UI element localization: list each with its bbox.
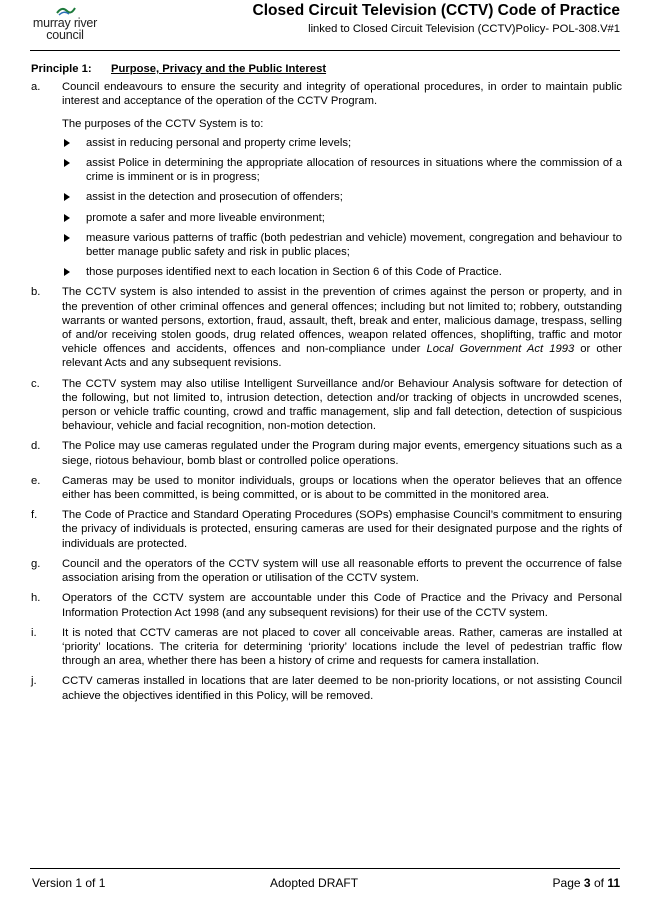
clause-letter: b. bbox=[31, 286, 41, 299]
clause-c bbox=[31, 377, 622, 434]
arrow-bullet-icon bbox=[64, 268, 70, 276]
logo-line-1: murray river bbox=[32, 16, 98, 30]
arrow-bullet-icon bbox=[64, 159, 70, 167]
document-body bbox=[31, 62, 622, 709]
clause-text: The Code of Practice and Standard Operating Procedures (SOPs) emphasise Council’s commitment to ensuring the privacy of individuals is protected, ensuring cameras are used for their designated purpose and the rights of individuals are protected. bbox=[62, 509, 622, 550]
logo-line-2: council bbox=[46, 28, 84, 42]
clause-e bbox=[31, 474, 622, 502]
clause-d bbox=[31, 439, 622, 467]
document-subtitle: linked to Closed Circuit Television (CCTV)Policy- POL-308.V#1 bbox=[308, 23, 620, 35]
clause-letter: f. bbox=[31, 509, 38, 522]
clause-letter: g. bbox=[31, 557, 41, 570]
footer-divider bbox=[30, 868, 620, 869]
logo-text bbox=[30, 17, 100, 41]
clause-text: The CCTV system may also utilise Intelligent Surveillance and/or Behaviour Analysis software for detection of the following, but not limited to, intrusion detection, detection and/or tracking of objects in uncrowded scenes, person or vehicle traffic counting, crowd and traffic management, slip and fall detection, detection of suspicious behaviour, vehicle and facial recognition, non-motion detection. bbox=[62, 377, 622, 433]
list-item: those purposes identified next to each location in Section 6 of this Code of Practice. bbox=[62, 265, 622, 279]
principle-title: Purpose, Privacy and the Public Interest bbox=[111, 63, 327, 75]
purposes-intro: The purposes of the CCTV System is to: bbox=[62, 117, 264, 130]
clause-b bbox=[31, 285, 622, 370]
clause-text: The Police may use cameras regulated under the Program during major events, emergency situations such as a siege, riotous behaviour, bomb blast or controlled police operations. bbox=[62, 440, 622, 467]
status-label: Adopted DRAFT bbox=[270, 876, 359, 890]
document-title: Closed Circuit Television (CCTV) Code of Practice bbox=[252, 2, 620, 19]
principle-number: Principle 1: bbox=[31, 63, 92, 75]
list-item: promote a safer and more liveable environment; bbox=[62, 211, 622, 225]
clause-text: It is noted that CCTV cameras are not placed to cover all conceivable areas. Rather, cameras are installed at ‘priority’ locations. The criteria for determining ‘priority’ locations include the level of pedestrian traffic flow through an area, whether there has been a history of crime and requests for camera installation. bbox=[62, 626, 622, 668]
list-item: measure various patterns of traffic (both pedestrian and vehicle) movement, congregation and behaviour to better manage public safety and risk in public places; bbox=[62, 231, 622, 259]
clause-letter: j. bbox=[31, 675, 37, 688]
arrow-bullet-icon bbox=[64, 214, 70, 222]
clause-text: CCTV cameras installed in locations that are later deemed to be non-priority locations, or not assisting Council achieve the objectives identified in this Policy, will be removed. bbox=[62, 675, 622, 702]
list-item: assist in reducing personal and property crime levels; bbox=[62, 136, 622, 150]
principle-heading bbox=[31, 62, 622, 76]
header-divider bbox=[30, 50, 620, 51]
page-header bbox=[30, 2, 620, 46]
clause-letter: d. bbox=[31, 440, 41, 453]
arrow-bullet-icon bbox=[64, 139, 70, 147]
page-number: Page 3 of 11 bbox=[552, 876, 620, 890]
clause-text: The CCTV system is also intended to assist in the prevention of crimes against the person or property, and in the prevention of other criminal offences and general offences; including but not limited to; robbery, outstanding warrants or wanted persons, extortion, fraud, assault, theft, break and enter, malicious damage, trespass, selling of and/or receiving stolen goods, drug related offences, weapon related offences, shoplifting, traffic and motor vehicle offences and accidents, offences and non-compliance under Local Government Act 1993 or other relevant Acts and any subsequent revisions. bbox=[62, 286, 622, 370]
clause-letter: h. bbox=[31, 592, 41, 605]
list-item: assist Police in determining the appropriate allocation of resources in situations where the commission of a crime is imminent or is in progress; bbox=[62, 156, 622, 184]
clause-j bbox=[31, 674, 622, 702]
council-logo bbox=[30, 5, 100, 45]
purposes-list bbox=[62, 136, 622, 280]
clause-g bbox=[31, 557, 622, 585]
clause-text: Council endeavours to ensure the security and integrity of operational procedures, in order to maintain public interest and acceptance of the operation of the CCTV Program. bbox=[62, 81, 622, 108]
clause-text: Operators of the CCTV system are accountable under this Code of Practice and the Privacy and Personal Information Protection Act 1998 (and any subsequent revisions) for their use of the CCTV system. bbox=[62, 592, 622, 619]
arrow-bullet-icon bbox=[64, 234, 70, 242]
logo-wave-icon bbox=[56, 5, 76, 16]
page-footer bbox=[30, 876, 620, 892]
clause-h bbox=[31, 591, 622, 619]
arrow-bullet-icon bbox=[64, 193, 70, 201]
clause-letter: a. bbox=[31, 81, 41, 94]
clause-a bbox=[31, 80, 622, 279]
list-item: assist in the detection and prosecution of offenders; bbox=[62, 190, 622, 204]
clause-text: Council and the operators of the CCTV system will use all reasonable efforts to prevent the occurrence of false association arising from the operation or utilisation of the CCTV system. bbox=[62, 557, 622, 585]
clause-text: Cameras may be used to monitor individuals, groups or locations when the operator believes that an offence either has been committed, is being committed, or is about to be committed in the monitored area. bbox=[62, 474, 622, 502]
clause-letter: i. bbox=[31, 626, 37, 639]
clause-letter: c. bbox=[31, 377, 40, 390]
version-label: Version 1 of 1 bbox=[32, 876, 106, 890]
clause-f bbox=[31, 508, 622, 551]
clause-i bbox=[31, 626, 622, 669]
clause-letter: e. bbox=[31, 474, 41, 487]
act-reference: Local Government Act 1993 bbox=[426, 343, 575, 356]
